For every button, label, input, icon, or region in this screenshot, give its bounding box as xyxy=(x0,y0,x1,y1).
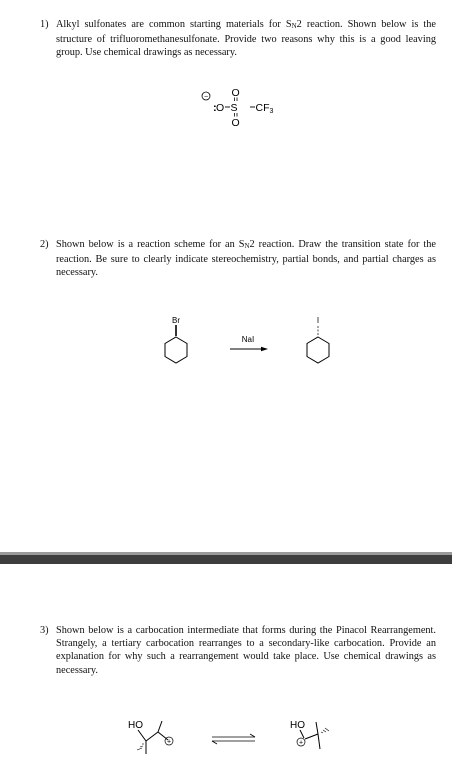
cation-plus-left: + xyxy=(166,738,172,746)
question-2-number: 2) xyxy=(40,239,49,250)
lone-pair: : xyxy=(213,102,217,114)
cyclohexane-reactant xyxy=(165,337,187,363)
bond-right-1 xyxy=(300,730,304,738)
sn2-reaction-scheme xyxy=(150,310,370,390)
bond-left-1 xyxy=(138,730,146,741)
pinacol-scheme xyxy=(120,714,360,774)
negative-charge-sign: − xyxy=(203,93,209,101)
oxygen-top: O xyxy=(231,87,240,99)
question-3-text: Shown below is a carbocation intermediate that forms during the Pinacol Rearrangement. Strangely, a tertiary carbocation rearranges to a secondary-like carbocation. Provide an explanation for why such a rearrangement would take place. Use chemical drawings as necessary. xyxy=(56,625,436,676)
bond-right-3 xyxy=(316,722,318,734)
bond-right-4 xyxy=(318,734,320,749)
hash-left-3 xyxy=(137,748,142,750)
equilibrium-arrowhead-bottom xyxy=(212,741,217,744)
cation-plus-right: + xyxy=(298,739,304,747)
hydroxyl-right: HO xyxy=(290,720,305,731)
hash-right-3 xyxy=(325,728,329,731)
cyclohexane-product xyxy=(307,337,329,363)
oxygen-bottom: O xyxy=(231,117,240,129)
triflate-structure xyxy=(195,84,295,164)
hash-left-2 xyxy=(140,746,143,747)
iodine-label: I xyxy=(316,316,320,325)
question-1-text: Alkyl sulfonates are common starting materials for SN2 reaction. Shown below is the structure of trifluoromethanesulfonate. Provide two reasons why this is a good leaving group. Use chemical drawings as necessary. xyxy=(56,19,436,59)
bond-left-2 xyxy=(146,732,158,741)
question-3 xyxy=(40,624,436,677)
reagent-label: NaI xyxy=(241,335,255,344)
reaction-arrow-head xyxy=(261,347,268,351)
page-divider xyxy=(0,552,452,564)
bromine-label: Br xyxy=(172,316,180,325)
hash-right-2 xyxy=(323,730,326,732)
question-2 xyxy=(40,238,436,280)
question-1-number: 1) xyxy=(40,19,49,30)
bond-left-5 xyxy=(158,721,162,732)
bond-right-2 xyxy=(305,734,318,739)
hydroxyl-left: HO xyxy=(128,720,143,731)
oxygen-left: O xyxy=(216,102,225,114)
question-3-number: 3) xyxy=(40,625,49,636)
cf3-group: CF3 xyxy=(255,102,274,115)
equilibrium-arrowhead-top xyxy=(250,734,255,737)
hash-right-1 xyxy=(321,732,323,733)
page-2 xyxy=(0,564,452,782)
question-2-text: Shown below is a reaction scheme for an SN2 reaction. Draw the transition state for the reaction. Be sure to clearly indicate stereochemistry, partial bonds, and partial charges as necessary. xyxy=(56,239,437,279)
question-1 xyxy=(40,18,436,60)
sulfur-atom: S xyxy=(230,102,238,114)
